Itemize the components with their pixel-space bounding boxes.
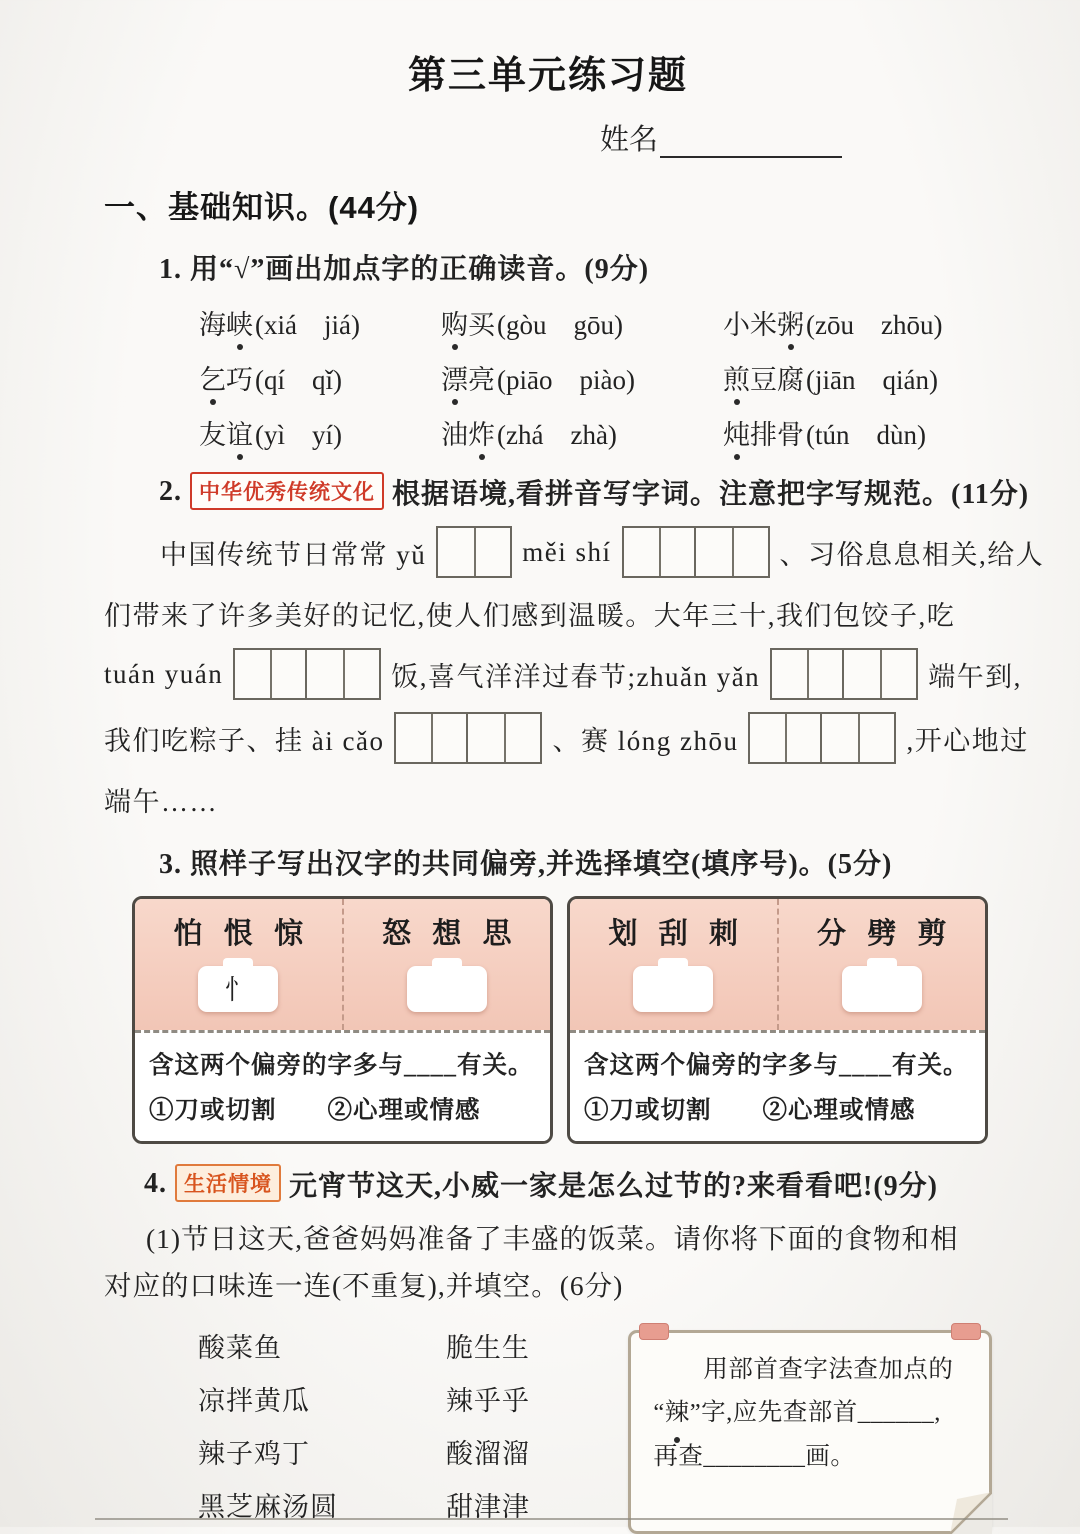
note-text-segment: 用部首查字法查加点的 xyxy=(703,1355,954,1383)
word-char: 排 xyxy=(750,420,777,450)
taste-item[interactable]: 辣乎乎 xyxy=(445,1385,530,1416)
writing-cell[interactable] xyxy=(750,714,822,762)
pronunciation-choice-item[interactable] xyxy=(723,303,992,342)
question-2 xyxy=(104,472,1045,822)
paragraph-text: tuán yuán xyxy=(104,658,224,689)
name-blank[interactable] xyxy=(660,128,842,158)
taste-item[interactable]: 脆生生 xyxy=(445,1332,530,1363)
food-item[interactable]: 黑芝麻汤圆 xyxy=(198,1491,338,1522)
word-text xyxy=(723,365,804,395)
life-context-badge: 生活情境 xyxy=(175,1164,281,1202)
q2-line xyxy=(104,526,1045,578)
q4-matching-area xyxy=(198,1322,992,1534)
pin-right-icon xyxy=(951,1323,981,1340)
q2-line xyxy=(104,648,1022,700)
section-heading: 一、基础知识。(44分) xyxy=(104,190,420,225)
radical-box-top xyxy=(570,899,985,1030)
q2-line xyxy=(104,712,1029,764)
radical-group xyxy=(135,899,342,1030)
writing-cell[interactable] xyxy=(772,650,844,698)
word-text xyxy=(723,420,804,450)
pinyin-writing-grid[interactable] xyxy=(436,526,512,578)
food-item[interactable]: 辣子鸡丁 xyxy=(198,1438,310,1469)
paragraph-text: 、赛 lóng zhōu xyxy=(552,725,739,756)
word-char: 骨 xyxy=(777,420,804,450)
word-text xyxy=(441,420,495,450)
word-char: 小 xyxy=(723,310,750,340)
note-text-segment: “ xyxy=(653,1399,665,1427)
word-char: 炸 xyxy=(468,413,495,452)
q4-sub-prompt xyxy=(104,1216,992,1310)
radical-answer-card[interactable] xyxy=(633,966,713,1012)
pinyin-writing-grid[interactable] xyxy=(233,648,381,700)
note-text-segment: 再查________画。 xyxy=(653,1442,856,1470)
pinyin-choices: (piāo piào) xyxy=(497,365,635,395)
note-text-segment: ”字,应先查部首______, xyxy=(689,1399,941,1427)
word-char: 亮 xyxy=(468,365,495,395)
note-line xyxy=(653,1435,971,1479)
next-section-divider xyxy=(95,1518,1008,1520)
radical-box-bottom xyxy=(135,1030,550,1141)
pinyin-choices: (yì yí) xyxy=(255,420,342,450)
word-char: 谊 xyxy=(226,413,253,452)
pronunciation-choice-item[interactable] xyxy=(199,358,441,397)
writing-cell[interactable] xyxy=(822,714,894,762)
word-char: 买 xyxy=(468,310,495,340)
radical-group xyxy=(570,899,777,1030)
dictionary-note xyxy=(628,1330,992,1534)
writing-cell[interactable] xyxy=(696,528,768,576)
word-text xyxy=(199,420,253,450)
writing-cell[interactable] xyxy=(307,650,379,698)
taste-item[interactable]: 甜津津 xyxy=(445,1491,530,1522)
pinyin-choices: (xiá jiá) xyxy=(255,310,360,340)
radical-group xyxy=(342,899,551,1030)
radical-answer-card[interactable]: 忄 xyxy=(198,966,278,1012)
q1-items xyxy=(199,303,992,452)
paragraph-text: ,开心地过 xyxy=(906,725,1029,756)
word-char: 粥 xyxy=(777,303,804,342)
note-text xyxy=(653,1348,971,1479)
q4-number: 4. xyxy=(144,1168,167,1199)
pinyin-writing-grid[interactable] xyxy=(748,712,896,764)
radical-exercise-box xyxy=(132,896,553,1144)
pin-left-icon xyxy=(639,1323,669,1340)
q2-paragraph xyxy=(104,526,1045,822)
radical-box-bottom xyxy=(570,1030,985,1141)
pronunciation-choice-item[interactable] xyxy=(441,358,723,397)
word-char: 海 xyxy=(199,310,226,340)
question-4 xyxy=(104,1164,992,1534)
radical-group-chars: 划 刮 刺 xyxy=(608,918,738,950)
note-line xyxy=(653,1348,971,1392)
question-3 xyxy=(104,842,992,1144)
pinyin-writing-grid[interactable] xyxy=(622,526,770,578)
name-label: 姓名 xyxy=(599,124,658,156)
answer-options: ①刀或切割 ②心理或情感 xyxy=(584,1097,916,1124)
q3-prompt: 3. 照样子写出汉字的共同偏旁,并选择填空(填序号)。(5分) xyxy=(159,849,893,880)
note-line xyxy=(653,1391,971,1435)
word-char: 购 xyxy=(441,303,468,342)
writing-cell[interactable] xyxy=(468,714,540,762)
radical-group xyxy=(777,899,986,1030)
word-char: 豆 xyxy=(750,365,777,395)
pronunciation-choice-item[interactable] xyxy=(723,358,992,397)
word-char: 油 xyxy=(441,420,468,450)
q2-prompt xyxy=(159,472,1030,512)
word-char: 炖 xyxy=(723,413,750,452)
word-text xyxy=(723,310,804,340)
pinyin-choices: (qí qǐ) xyxy=(255,365,342,395)
pronunciation-choice-item[interactable] xyxy=(441,413,723,452)
pinyin-writing-grid[interactable] xyxy=(394,712,542,764)
paragraph-text: 饭,喜气洋洋过春节;zhuǎn yǎn xyxy=(391,661,761,692)
pinyin-choices: (gòu gōu) xyxy=(497,310,623,340)
question-1 xyxy=(104,247,992,452)
q2-number: 2. xyxy=(159,476,182,507)
food-item[interactable]: 凉拌黄瓜 xyxy=(198,1385,310,1416)
paragraph-text: 端午到, xyxy=(928,661,1022,692)
paragraph-text: 、习俗息息相关,给人 xyxy=(779,539,1045,570)
word-text xyxy=(199,310,253,340)
q4-sub-line-1: (1)节日这天,爸爸妈妈准备了丰盛的饭菜。请你将下面的食物和相 xyxy=(146,1223,959,1254)
word-char: 巧 xyxy=(226,365,253,395)
q2-line xyxy=(104,590,992,636)
radical-answer-card[interactable] xyxy=(407,966,487,1012)
q3-boxes xyxy=(132,896,988,1144)
radical-group-chars: 分 劈 剪 xyxy=(816,918,947,950)
pronunciation-choice-item[interactable] xyxy=(199,413,441,452)
pronunciation-choice-item[interactable] xyxy=(723,413,992,452)
fill-blank-sentence: 含这两个偏旁的字多与____有关。 xyxy=(149,1052,534,1079)
q2-prompt-text: 根据语境,看拼音写字词。注意把字写规范。(11分) xyxy=(392,479,1030,510)
radical-group-chars: 怕 恨 惊 xyxy=(173,918,303,950)
paragraph-text: 中国传统节日常常 yǔ xyxy=(160,539,427,570)
name-row xyxy=(104,117,992,158)
writing-cell[interactable] xyxy=(844,650,916,698)
food-item[interactable]: 酸菜鱼 xyxy=(198,1332,282,1363)
writing-cell[interactable] xyxy=(396,714,468,762)
answer-options: ①刀或切割 ②心理或情感 xyxy=(149,1097,481,1124)
radical-box-top xyxy=(135,899,550,1030)
pronunciation-choice-item[interactable] xyxy=(441,303,723,342)
word-text xyxy=(441,365,495,395)
paragraph-text: 们带来了许多美好的记忆,使人们感到温暖。大年三十,我们包饺子,吃 xyxy=(104,600,956,631)
taste-list xyxy=(446,1322,618,1534)
q4-prompt-text: 元宵节这天,小威一家是怎么过节的?来看看吧!(9分) xyxy=(289,1171,938,1202)
q1-prompt: 1. 用“√”画出加点字的正确读音。(9分) xyxy=(159,254,650,285)
page-fold-corner-icon xyxy=(950,1492,992,1534)
word-text xyxy=(441,310,495,340)
pinyin-choices: (zhá zhà) xyxy=(497,420,617,450)
q4-prompt xyxy=(144,1164,992,1204)
q2-line xyxy=(104,776,992,822)
radical-answer-card[interactable] xyxy=(842,966,922,1012)
page-title: 第三单元练习题 xyxy=(407,55,688,97)
pinyin-writing-grid[interactable] xyxy=(770,648,918,700)
pinyin-choices: (tún dùn) xyxy=(806,420,926,450)
taste-item[interactable]: 酸溜溜 xyxy=(445,1438,530,1469)
word-text xyxy=(199,365,253,395)
word-char: 乞 xyxy=(199,358,226,397)
radical-group-chars: 怒 想 思 xyxy=(381,918,512,950)
pronunciation-choice-item[interactable] xyxy=(199,303,441,342)
paragraph-text: měi shí xyxy=(522,536,612,567)
word-char: 煎 xyxy=(723,358,750,397)
tradition-culture-badge: 中华优秀传统文化 xyxy=(190,472,384,510)
radical-exercise-box xyxy=(567,896,988,1144)
word-char: 腐 xyxy=(777,365,804,395)
word-char: 峡 xyxy=(226,303,253,342)
fill-blank-sentence: 含这两个偏旁的字多与____有关。 xyxy=(584,1052,969,1079)
paragraph-text: 我们吃粽子、挂 ài cǎo xyxy=(104,725,385,756)
q4-sub-line-2: 对应的口味连一连(不重复),并填空。(6分) xyxy=(104,1269,624,1301)
paragraph-text: 端午…… xyxy=(104,786,218,817)
word-char: 友 xyxy=(199,420,226,450)
writing-cell[interactable] xyxy=(624,528,696,576)
dotted-char: 辣 xyxy=(665,1391,690,1435)
pinyin-choices: (jiān qián) xyxy=(806,365,938,395)
word-char: 米 xyxy=(750,310,777,340)
food-list xyxy=(198,1322,446,1534)
writing-cell[interactable] xyxy=(235,650,307,698)
word-char: 漂 xyxy=(441,358,468,397)
pinyin-choices: (zōu zhōu) xyxy=(806,310,943,340)
writing-cell[interactable] xyxy=(438,528,510,576)
